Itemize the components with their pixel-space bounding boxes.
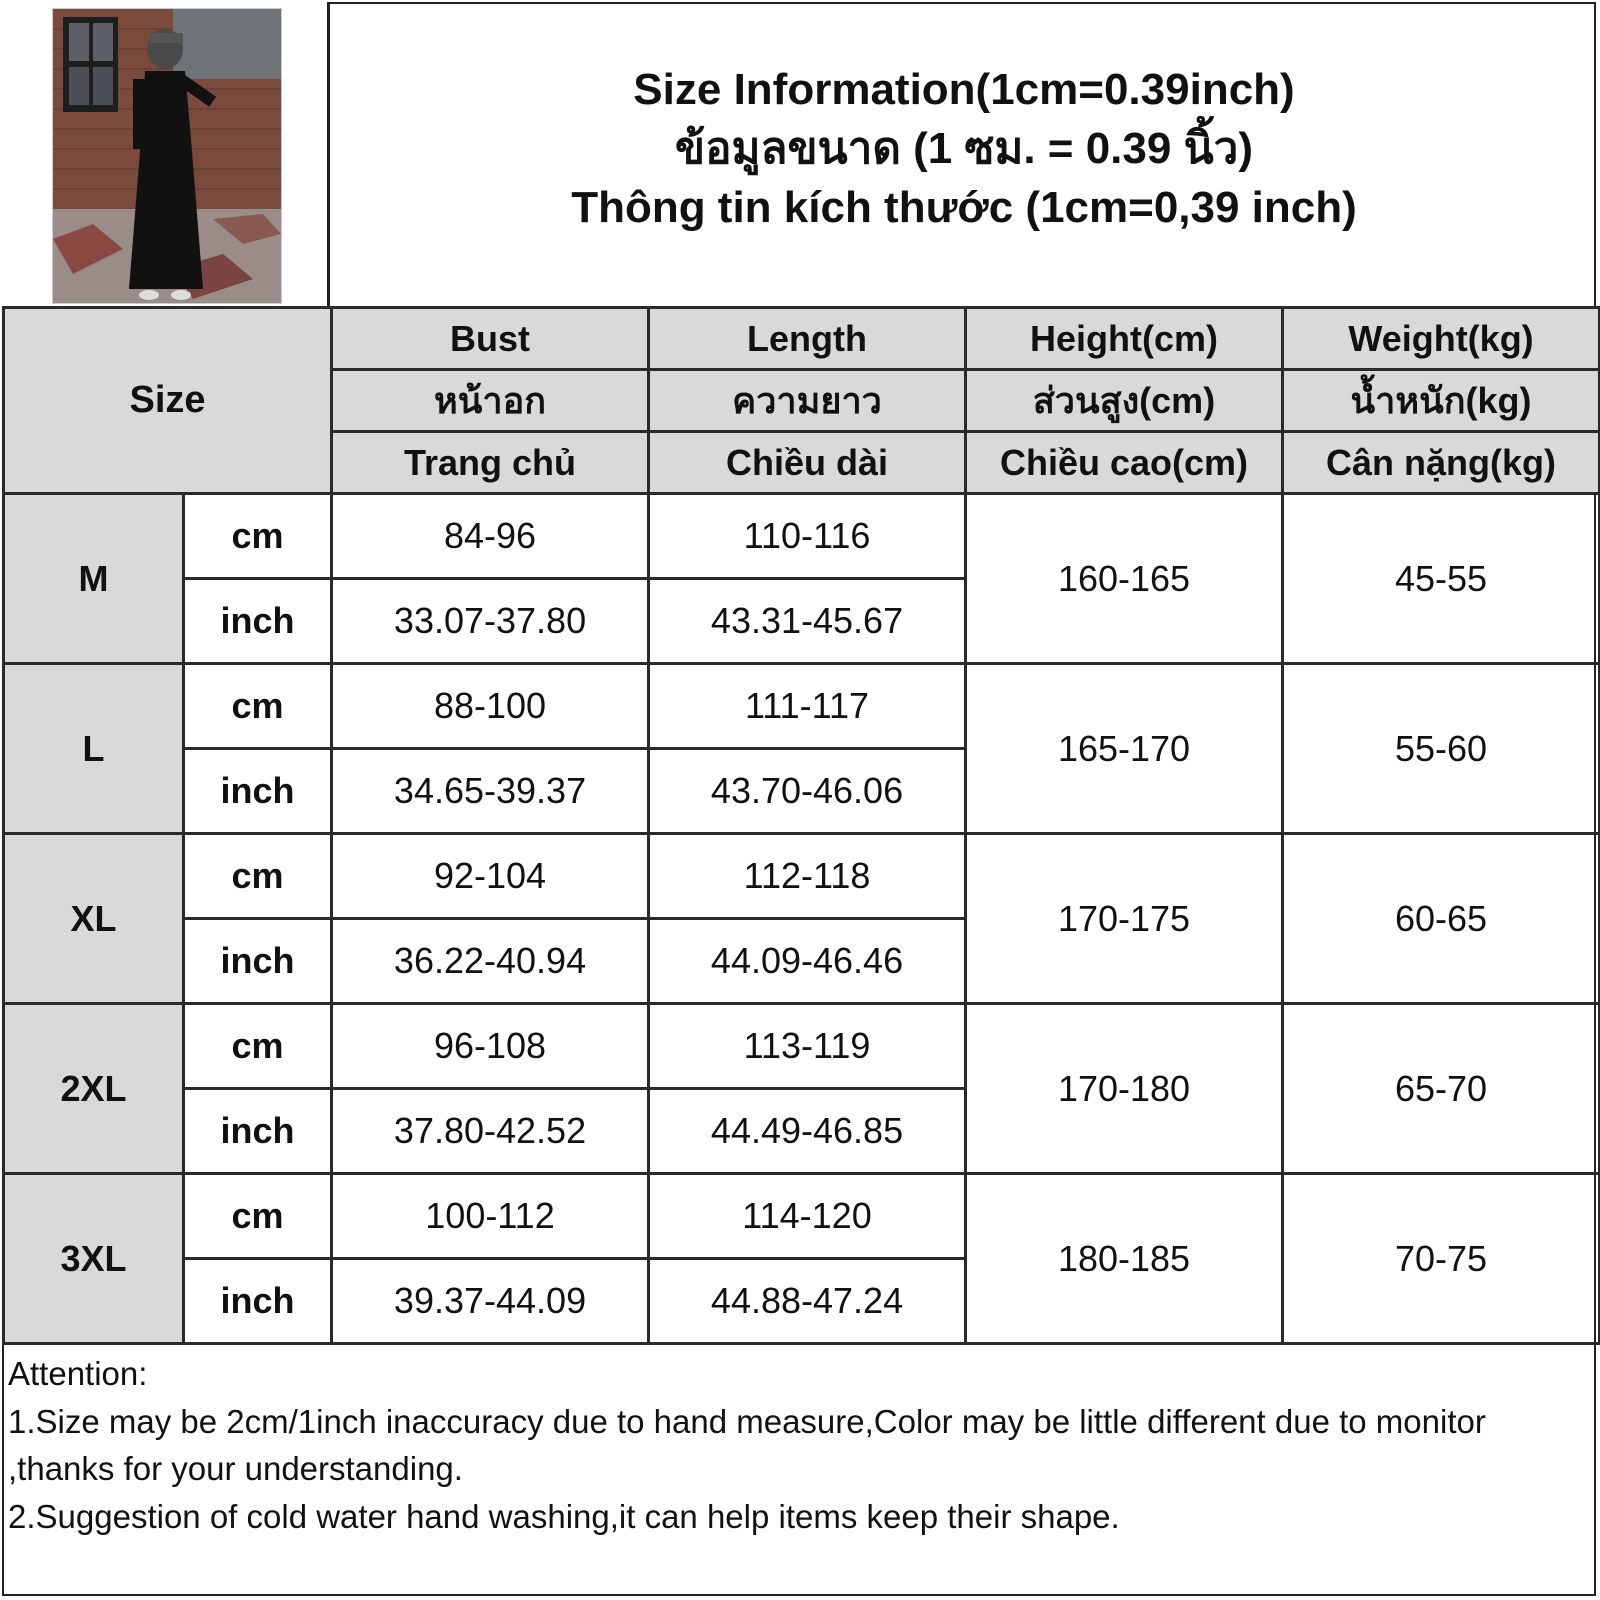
unit-cm: cm: [184, 664, 332, 749]
height-value: 170-175: [966, 834, 1283, 1004]
header-length-vietnamese: Chiều dài: [649, 432, 966, 494]
length-cm: 114-120: [649, 1174, 966, 1259]
bust-inch: 36.22-40.94: [332, 919, 649, 1004]
unit-cm: cm: [184, 1174, 332, 1259]
length-inch: 44.09-46.46: [649, 919, 966, 1004]
header-height-vietnamese: Chiều cao(cm): [966, 432, 1283, 494]
unit-inch: inch: [184, 919, 332, 1004]
header-height-thai: ส่วนสูง(cm): [966, 370, 1283, 432]
weight-value: 60-65: [1283, 834, 1600, 1004]
length-inch: 43.31-45.67: [649, 579, 966, 664]
size-info-title: [330, 60, 1598, 237]
unit-cm: cm: [184, 1004, 332, 1089]
unit-cm: cm: [184, 494, 332, 579]
header-row-english: [4, 308, 1600, 370]
size-label: XL: [4, 834, 184, 1004]
unit-inch: inch: [184, 579, 332, 664]
weight-value: 55-60: [1283, 664, 1600, 834]
header-bust-thai: หน้าอก: [332, 370, 649, 432]
model-photo-illustration: [53, 9, 281, 303]
bust-inch: 37.80-42.52: [332, 1089, 649, 1174]
height-value: 160-165: [966, 494, 1283, 664]
bust-inch: 34.65-39.37: [332, 749, 649, 834]
size-label: 3XL: [4, 1174, 184, 1344]
size-table: [2, 306, 1600, 1345]
length-cm: 113-119: [649, 1004, 966, 1089]
weight-value: 65-70: [1283, 1004, 1600, 1174]
product-photo: [52, 8, 282, 304]
bust-cm: 88-100: [332, 664, 649, 749]
title-thai: ข้อมูลขนาด (1 ซม. = 0.39 นิ้ว): [674, 124, 1253, 173]
header-length: Length: [649, 308, 966, 370]
unit-cm: cm: [184, 834, 332, 919]
size-label: M: [4, 494, 184, 664]
weight-value: 70-75: [1283, 1174, 1600, 1344]
table-row: [4, 494, 1600, 579]
unit-inch: inch: [184, 1089, 332, 1174]
bust-cm: 100-112: [332, 1174, 649, 1259]
bust-cm: 92-104: [332, 834, 649, 919]
length-cm: 111-117: [649, 664, 966, 749]
height-value: 180-185: [966, 1174, 1283, 1344]
weight-value: 45-55: [1283, 494, 1600, 664]
note-item: 2.Suggestion of cold water hand washing,it can help items keep their shape.: [8, 1497, 1120, 1535]
header-weight-vietnamese: Cân nặng(kg): [1283, 432, 1600, 494]
notes-heading: Attention:: [8, 1355, 148, 1392]
note-item: 1.Size may be 2cm/1inch inaccuracy due to hand measure,Color may be little different due to monitor ,thanks for your understanding.: [8, 1402, 1486, 1487]
header-weight-thai: น้ำหนัก(kg): [1283, 370, 1600, 432]
bust-inch: 39.37-44.09: [332, 1259, 649, 1344]
size-header: Size: [4, 308, 332, 494]
size-label: 2XL: [4, 1004, 184, 1174]
bust-cm: 96-108: [332, 1004, 649, 1089]
unit-inch: inch: [184, 1259, 332, 1344]
height-value: 165-170: [966, 664, 1283, 834]
header-bust-vietnamese: Trang chủ: [332, 432, 649, 494]
size-label: L: [4, 664, 184, 834]
header-height: Height(cm): [966, 308, 1283, 370]
header-bust: Bust: [332, 308, 649, 370]
table-row: [4, 1004, 1600, 1089]
unit-inch: inch: [184, 749, 332, 834]
table-row: [4, 664, 1600, 749]
bust-inch: 33.07-37.80: [332, 579, 649, 664]
table-row: [4, 1174, 1600, 1259]
photo-cell: [2, 2, 330, 306]
header-length-thai: ความยาว: [649, 370, 966, 432]
length-cm: 110-116: [649, 494, 966, 579]
height-value: 170-180: [966, 1004, 1283, 1174]
title-english: Size Information(1cm=0.39inch): [633, 65, 1295, 114]
bust-cm: 84-96: [332, 494, 649, 579]
length-inch: 44.88-47.24: [649, 1259, 966, 1344]
table-row: [4, 834, 1600, 919]
length-inch: 44.49-46.85: [649, 1089, 966, 1174]
header-weight: Weight(kg): [1283, 308, 1600, 370]
length-cm: 112-118: [649, 834, 966, 919]
length-inch: 43.70-46.06: [649, 749, 966, 834]
title-vietnamese: Thông tin kích thước (1cm=0,39 inch): [571, 183, 1357, 232]
attention-notes: [8, 1350, 1588, 1540]
